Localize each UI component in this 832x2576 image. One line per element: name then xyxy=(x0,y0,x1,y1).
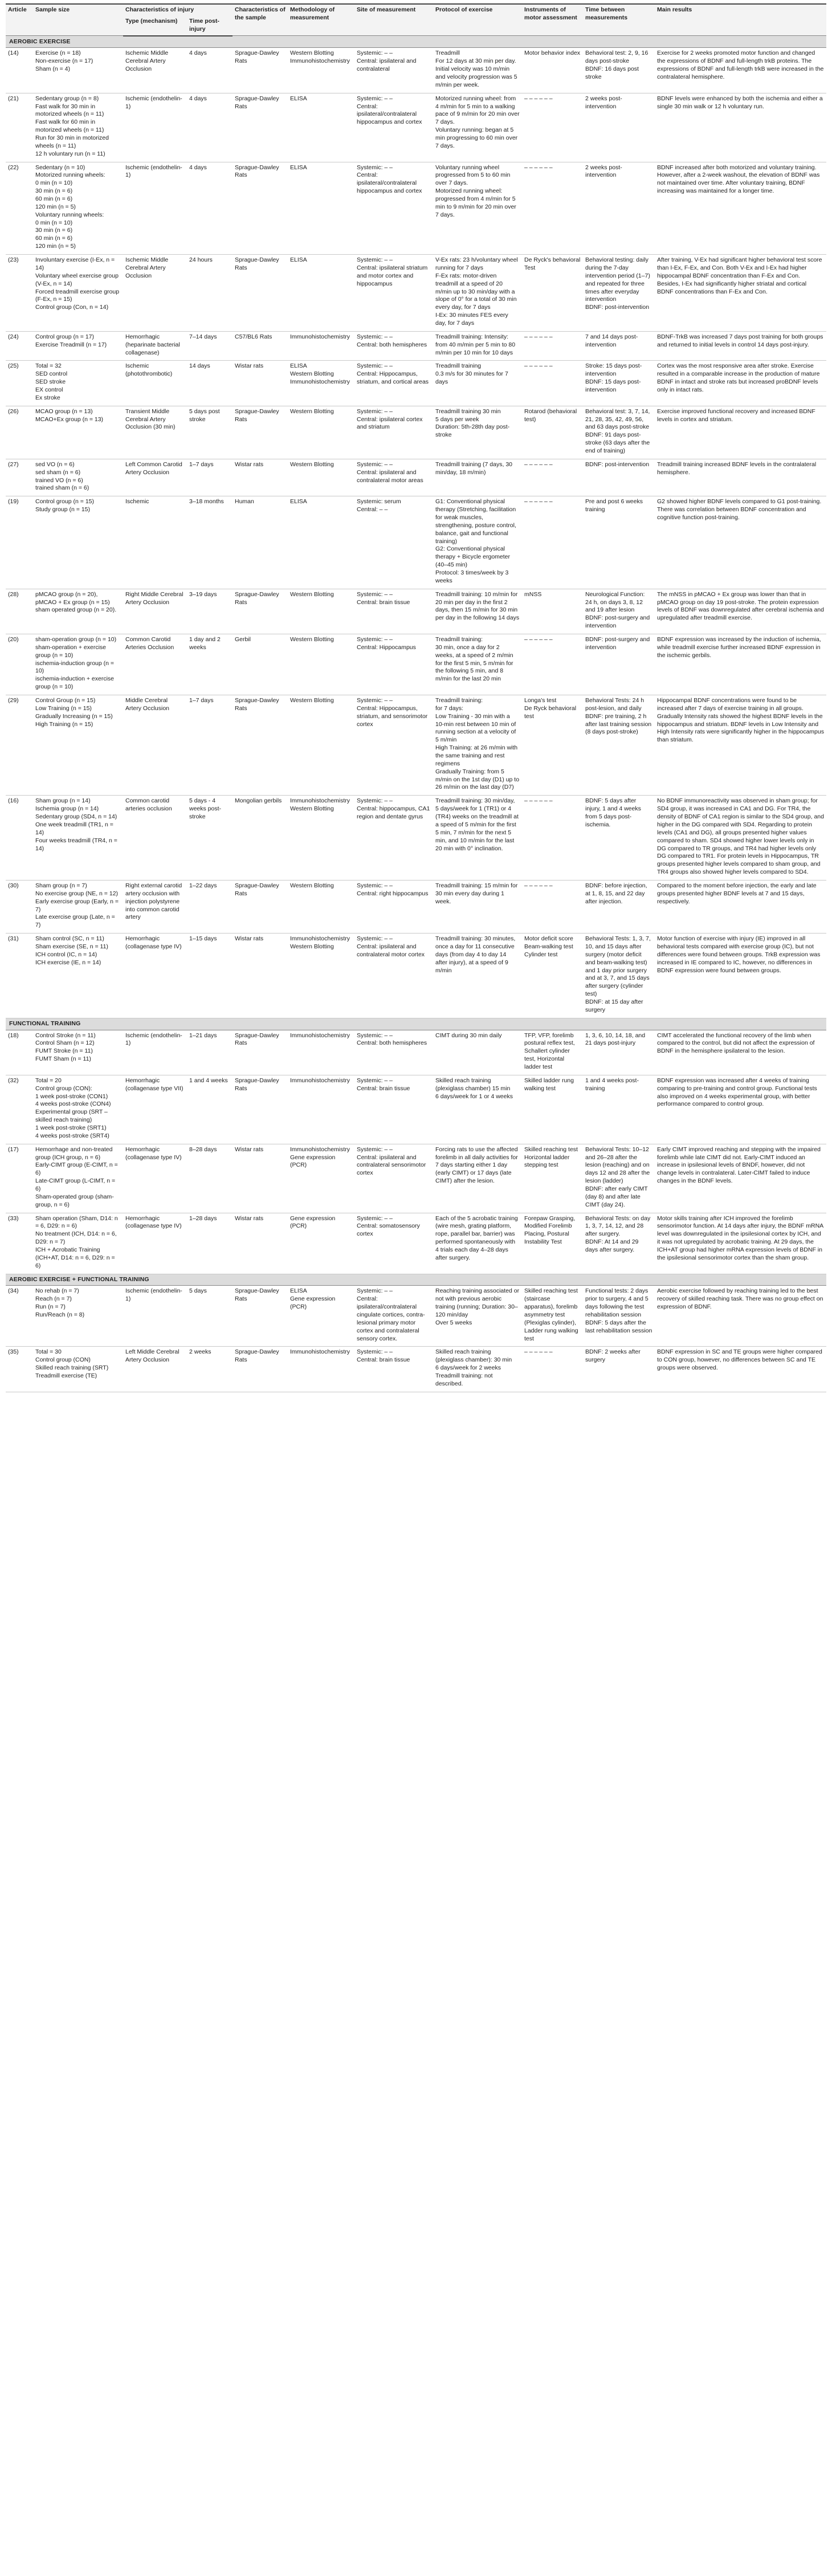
table-wrapper xyxy=(6,3,826,1392)
cell-site: Systemic: – – Central: ipsilateral cortex and striatum xyxy=(354,406,433,459)
table-row xyxy=(6,796,826,881)
cell-time-post-injury: 14 days xyxy=(187,361,233,406)
cell-time-between: Behavioral Tests: 1, 3, 7, 10, and 15 days after surgery (motor deficit and beam-walking test) and 1 day prior surgery and at 3, 7, and 15 days after surgery (cylinder test) BDNF: at 15 day after surgery xyxy=(583,934,655,1018)
cell-sample-characteristics: Sprague-Dawley Rats xyxy=(233,48,288,93)
cell-site: Systemic: – – Central: right hippocampus xyxy=(354,880,433,933)
cell-protocol: Treadmill training: 10 m/min for 20 min per day in the first 2 days, then 15 m/min for 30 min per day in the following 14 days xyxy=(433,589,522,634)
cell-injury-type: Right external carotid artery occlusion with injection polystyrene into common carotid artery xyxy=(123,880,187,933)
cell-article: (31) xyxy=(6,934,33,1018)
cell-methodology: Western Blotting xyxy=(288,589,354,634)
cell-main-results: BDNF-TrkB was increased 7 days post training for both groups and returned to initial levels in control 14 days post-injury. xyxy=(655,331,826,361)
cell-time-post-injury: 1–7 days xyxy=(187,459,233,496)
cell-sample-characteristics: Sprague-Dawley Rats xyxy=(233,1347,288,1392)
cell-article: (22) xyxy=(6,162,33,254)
cell-site: Systemic: – – Central: both hemispheres xyxy=(354,1030,433,1075)
cell-instruments: – – – – – – xyxy=(522,459,583,496)
cell-time-between: Behavioral testing: daily during the 7-day intervention period (1–7) and repeated for three times after everyday intervention BDNF: post-intervention xyxy=(583,255,655,332)
cell-time-between: Behavioral Tests: on day 1, 3, 7, 14, 12, and 28 after surgery. BDNF: At 14 and 29 days after surgery. xyxy=(583,1213,655,1274)
cell-instruments: – – – – – – xyxy=(522,496,583,589)
table-row xyxy=(6,1144,826,1213)
cell-sample-characteristics: Sprague-Dawley Rats xyxy=(233,406,288,459)
cell-injury-type: Common Carotid Arteries Occlusion xyxy=(123,634,187,695)
header-injury: Characteristics of injury xyxy=(123,4,233,16)
cell-protocol: Treadmill training: 30 min, once a day for 2 weeks, at a speed of 2 m/min for the first 5 min, 5 m/min for the following 5 min, and 8 m/min for the last 20 min xyxy=(433,634,522,695)
cell-instruments: – – – – – – xyxy=(522,880,583,933)
cell-site: Systemic: – – Central: ipsilateral striatum and motor cortex and hippocampus xyxy=(354,255,433,332)
cell-methodology: ELISA xyxy=(288,255,354,332)
cell-methodology: Western Blotting xyxy=(288,880,354,933)
cell-instruments: Skilled reaching test (staircase apparatus), forelimb asymmetry test (Plexiglas cylinder), Ladder rung walking test xyxy=(522,1286,583,1347)
cell-site: Systemic: – – Central: ipsilateral/contralateral hippocampus and cortex xyxy=(354,162,433,254)
cell-sample-characteristics: Sprague-Dawley Rats xyxy=(233,255,288,332)
cell-injury-type: Hemorrhagic (heparinate bacterial collagenase) xyxy=(123,331,187,361)
table-row xyxy=(6,589,826,634)
cell-time-between: Behavioral test: 3, 7, 14, 21, 28, 35, 42, 49, 56, and 63 days post-stroke BDNF: 91 days post-stroke (63 days after the end of training) xyxy=(583,406,655,459)
cell-sample-size: Total = 20 Control group (CON): 1 week post-stroke (CON1) 4 weeks post-stroke (CON4) Experimental group (SRT – skilled reach training) 1 week post-stroke (SRT1) 4 weeks post-stroke (SRT4) xyxy=(33,1075,123,1144)
cell-methodology: Immunohistochemistry Western Blotting xyxy=(288,934,354,1018)
cell-article: (18) xyxy=(6,1030,33,1075)
cell-article: (25) xyxy=(6,361,33,406)
cell-main-results: Early CIMT improved reaching and stepping with the impaired forelimb while late CIMT did not. Early-CIMT induced an increase in ipsilesional levels of BNDF, however, did not change levels in contralateral. Later-CIMT failed to induce changes in the BDNF levels. xyxy=(655,1144,826,1213)
cell-protocol: Treadmill training (7 days, 30 min/day, 18 m/min) xyxy=(433,459,522,496)
cell-main-results: Aerobic exercise followed by reaching training led to the best recovery of skilled reaching task. There was no group effect on expression of BDNF. xyxy=(655,1286,826,1347)
table-row xyxy=(6,459,826,496)
cell-time-post-injury: 3–18 months xyxy=(187,496,233,589)
cell-article: (23) xyxy=(6,255,33,332)
cell-instruments: Skilled ladder rung walking test xyxy=(522,1075,583,1144)
cell-article: (35) xyxy=(6,1347,33,1392)
cell-article: (29) xyxy=(6,695,33,796)
cell-injury-type: Ischemic Middle Cerebral Artery Occlusion xyxy=(123,48,187,93)
cell-injury-type: Hemorrhagic (collagenase type VII) xyxy=(123,1075,187,1144)
cell-sample-characteristics: Sprague-Dawley Rats xyxy=(233,880,288,933)
cell-instruments: TFP, VFP, forelimb postural reflex test, Schallert cylinder test, Horizontal ladder test xyxy=(522,1030,583,1075)
table-row xyxy=(6,496,826,589)
cell-methodology: Immunohistochemistry xyxy=(288,1030,354,1075)
table-row xyxy=(6,1030,826,1075)
cell-main-results: Motor skills training after ICH improved the forelimb sensorimotor function. At 14 days after injury, the BDNF mRNA level was downregulated in the ipsilesional cortex by ICH, and it was not upregulated by acrobatic training. At 29 days, the ICH+AT group had higher mRNA expression levels of BDNF in the ipsilesional sensorimotor cortex than the sham group. xyxy=(655,1213,826,1274)
cell-main-results: No BDNF immunoreactivity was observed in sham group; for SD4 group, it was increased in CA1 and DG. For TR4, the density of BDNF of CA1 region is similar to the SD4 group, and higher in the DG compared with SD4. Regarding to protein levels (CA1 and DG), all groups presented higher values compared to sham. SD4 showed higher lower levels only in DG compared to TR groups, and TR4 had higher levels only DG compared to TR1. For protein levels in Hippocampus, TR groups presented higher levels compared to sham group, and TR4 groups also showed higher levels compared to SD4. xyxy=(655,796,826,881)
cell-time-post-injury: 4 days xyxy=(187,162,233,254)
cell-site: Systemic: – – Central: ipsilateral and contralateral xyxy=(354,48,433,93)
cell-sample-characteristics: Wistar rats xyxy=(233,459,288,496)
cell-sample-characteristics: Gerbil xyxy=(233,634,288,695)
cell-main-results: BDNF expression in SC and TE groups were higher compared to CON group, however, no differences between SC and TE groups were observed. xyxy=(655,1347,826,1392)
header-time: Time post-injury xyxy=(187,16,233,36)
cell-protocol: Skilled reach training (plexiglass chamber) 15 min 6 days/week for 1 or 4 weeks xyxy=(433,1075,522,1144)
cell-injury-type: Middle Cerebral Artery Occlusion xyxy=(123,695,187,796)
cell-sample-characteristics: Sprague-Dawley Rats xyxy=(233,1030,288,1075)
cell-article: (26) xyxy=(6,406,33,459)
cell-instruments: mNSS xyxy=(522,589,583,634)
cell-article: (20) xyxy=(6,634,33,695)
table-body xyxy=(6,36,826,1392)
cell-article: (19) xyxy=(6,496,33,589)
cell-time-post-injury: 4 days xyxy=(187,48,233,93)
cell-sample-size: Involuntary exercise (I-Ex, n = 14) Voluntary wheel exercise group (V-Ex, n = 14) Forced treadmill exercise group (F-Ex, n = 15) Control group (Con, n = 14) xyxy=(33,255,123,332)
cell-article: (34) xyxy=(6,1286,33,1347)
cell-main-results: Compared to the moment before injection, the early and late groups presented higher BDNF levels at 7 and 15 days, respectively. xyxy=(655,880,826,933)
cell-sample-characteristics: Sprague-Dawley Rats xyxy=(233,695,288,796)
cell-time-between: Behavioral test: 2, 9, 16 days post-stroke BDNF: 16 days post stroke xyxy=(583,48,655,93)
cell-time-between: Functional tests: 2 days prior to surgery, 4 and 5 days following the test rehabilitation session BDNF: 5 days after the last rehabilitation session xyxy=(583,1286,655,1347)
cell-injury-type: Ischemic (endothelin-1) xyxy=(123,93,187,162)
cell-methodology: Western Blotting xyxy=(288,695,354,796)
cell-protocol: Treadmill training: 15 m/min for 30 min every day during 1 week. xyxy=(433,880,522,933)
cell-main-results: CIMT accelerated the functional recovery of the limb when compared to the control, but did not affect the expression of BDNF in the hemisphere ipsilateral to the lesion. xyxy=(655,1030,826,1075)
header-site: Site of measurement xyxy=(354,4,433,36)
cell-injury-type: Ischemic xyxy=(123,496,187,589)
cell-sample-size: Control group (n = 15) Study group (n = 15) xyxy=(33,496,123,589)
section-title: FUNCTIONAL TRAINING xyxy=(6,1018,826,1030)
cell-site: Systemic: – – Central: hippocampus, CA1 region and dentate gyrus xyxy=(354,796,433,881)
section-row xyxy=(6,36,826,48)
cell-protocol: Treadmill training: for 7 days: Low Training - 30 min with a 10-min rest between 10 min of running section at a velocity of 5 m/min High Training: at 26 m/min with the same training and rest regimens Gradually Training: from 5 m/min on the 1st day (D1) up to 26 m/min on the last day (D7) xyxy=(433,695,522,796)
cell-article: (30) xyxy=(6,880,33,933)
cell-sample-size: Sham control (SC, n = 11) Sham exercise (SE, n = 11) ICH control (IC, n = 14) ICH exercise (IE, n = 14) xyxy=(33,934,123,1018)
cell-main-results: Exercise for 2 weeks promoted motor function and changed the expressions of BDNF and full-length trkB proteins. The expressions of BDNF and full-length trkB were increased in the contralateral hemisphere. xyxy=(655,48,826,93)
table-row xyxy=(6,1347,826,1392)
cell-article: (27) xyxy=(6,459,33,496)
cell-protocol: Treadmill For 12 days at 30 min per day. Initial velocity was 10 m/min and velocity progression was 5 m/min per week. xyxy=(433,48,522,93)
cell-sample-size: sed VO (n = 6) sed sham (n = 6) trained VO (n = 6) trained sham (n = 6) xyxy=(33,459,123,496)
cell-protocol: Each of the 5 acrobatic training (wire mesh, grating platform, rope, parallel bar, barrier) was performed spontaneously with 4 trials each day 4–28 days after surgery. xyxy=(433,1213,522,1274)
cell-article: (21) xyxy=(6,93,33,162)
cell-methodology: ELISA xyxy=(288,93,354,162)
table-row xyxy=(6,48,826,93)
cell-instruments: – – – – – – xyxy=(522,361,583,406)
cell-protocol: Skilled reach training (plexiglass chamber): 30 min 6 days/week for 2 weeks Treadmill training: not described. xyxy=(433,1347,522,1392)
cell-methodology: Immunohistochemistry xyxy=(288,331,354,361)
cell-main-results: Exercise improved functional recovery and increased BDNF levels in cortex and striatum. xyxy=(655,406,826,459)
header-protocol: Protocol of exercise xyxy=(433,4,522,36)
cell-methodology: Immunohistochemistry xyxy=(288,1347,354,1392)
cell-instruments: – – – – – – xyxy=(522,1347,583,1392)
cell-sample-characteristics: Sprague-Dawley Rats xyxy=(233,589,288,634)
cell-sample-size: Total = 32 SED control SED stroke EX control Ex stroke xyxy=(33,361,123,406)
cell-sample-characteristics: Human xyxy=(233,496,288,589)
cell-time-post-injury: 1–28 days xyxy=(187,1213,233,1274)
cell-sample-size: No rehab (n = 7) Reach (n = 7) Run (n = 7) Run/Reach (n = 8) xyxy=(33,1286,123,1347)
cell-protocol: Forcing rats to use the affected forelimb in all daily activities for 7 days starting either 1 day (early CIMT) or 17 days (late CIMT) after the lesion. xyxy=(433,1144,522,1213)
cell-main-results: BDNF expression was increased by the induction of ischemia, while treadmill exercise further increased BDNF expression in the ischemic gerbils. xyxy=(655,634,826,695)
cell-sample-size: sham-operation group (n = 10) sham-operation + exercise group (n = 10) ischemia-induction group (n = 10) ischemia-induction + exercise group (n = 10) xyxy=(33,634,123,695)
section-title: AEROBIC EXERCISE xyxy=(6,36,826,48)
cell-time-between: Neurological Function: 24 h, on days 3, 8, 12 and 19 after lesion BDNF: post-surgery and intervention xyxy=(583,589,655,634)
cell-sample-characteristics: Sprague-Dawley Rats xyxy=(233,1075,288,1144)
cell-main-results: Cortex was the most responsive area after stroke. Exercise resulted in a comparable increase in the production of mature BDNF in intact and stroke rats but increased proBDNF levels only in intact rats. xyxy=(655,361,826,406)
table-row xyxy=(6,934,826,1018)
cell-site: Systemic: – – Central: somatosensory cortex xyxy=(354,1213,433,1274)
cell-methodology: Immunohistochemistry Gene expression (PCR) xyxy=(288,1144,354,1213)
cell-injury-type: Right Middle Cerebral Artery Occlusion xyxy=(123,589,187,634)
table-row xyxy=(6,162,826,254)
cell-article: (14) xyxy=(6,48,33,93)
cell-site: Systemic: – – Central: Hippocampus, striatum, and sensorimotor cortex xyxy=(354,695,433,796)
cell-main-results: Treadmill training increased BDNF levels in the contralateral hemisphere. xyxy=(655,459,826,496)
cell-sample-size: Sedentary group (n = 8) Fast walk for 30 min in motorized wheels (n = 11) Fast walk for 60 min in motorized wheels (n = 11) Run for 30 min in motorized wheels (n = 11) 12 h voluntary run (n = 11) xyxy=(33,93,123,162)
cell-instruments: – – – – – – xyxy=(522,93,583,162)
table-row xyxy=(6,1286,826,1347)
cell-time-between: BDNF: 5 days after injury, 1 and 4 weeks from 5 days post-ischemia. xyxy=(583,796,655,881)
cell-injury-type: Left Middle Cerebral Artery Occlusion xyxy=(123,1347,187,1392)
cell-time-between: Behavioral Tests: 10–12 and 26–28 after the lesion (reaching) and on days 12 and 28 after the lesion (ladder) BDNF: after early CIMT (day 8) and after late CIMT (day 24). xyxy=(583,1144,655,1213)
cell-time-post-injury: 3–19 days xyxy=(187,589,233,634)
cell-main-results: After training, V-Ex had significant higher behavioral test score than I-Ex, F-Ex, and Con. Both V-Ex and I-Ex had higher hippocampal BDNF concentration than F-Ex and Con. Besides, I-Ex had significantly higher striatal and cortical BDNF concentrations than F-Ex and Con. xyxy=(655,255,826,332)
cell-protocol: V-Ex rats: 23 h/voluntary wheel running for 7 days F-Ex rats: motor-driven treadmill at a speed of 20 m/min up to 30 min/day with a slope of 0° for a total of 30 min every day, for 7 days I-Ex: 30 minutes FES every day, for 7 days xyxy=(433,255,522,332)
cell-methodology: Immunohistochemistry xyxy=(288,1075,354,1144)
cell-injury-type: Left Common Carotid Artery Occlusion xyxy=(123,459,187,496)
cell-injury-type: Hemorrhagic (collagenase type IV) xyxy=(123,1213,187,1274)
section-row xyxy=(6,1018,826,1030)
cell-instruments: – – – – – – xyxy=(522,796,583,881)
cell-injury-type: Ischemic (photothrombotic) xyxy=(123,361,187,406)
cell-methodology: Western Blotting xyxy=(288,634,354,695)
cell-time-post-injury: 1–21 days xyxy=(187,1030,233,1075)
cell-methodology: Western Blotting xyxy=(288,459,354,496)
cell-time-between: Stroke: 15 days post-intervention BDNF: 15 days post-intervention xyxy=(583,361,655,406)
cell-site: Systemic: – – Central: both hemispheres xyxy=(354,331,433,361)
cell-site: Systemic: – – Central: brain tissue xyxy=(354,1075,433,1144)
table-row xyxy=(6,880,826,933)
cell-sample-size: Control Group (n = 15) Low Training (n = 15) Gradually Increasing (n = 15) High Training (n = 15) xyxy=(33,695,123,796)
cell-sample-size: pMCAO group (n = 20), pMCAO + Ex group (n = 15) sham operated group (n = 20). xyxy=(33,589,123,634)
cell-article: (16) xyxy=(6,796,33,881)
cell-instruments: – – – – – – xyxy=(522,331,583,361)
cell-sample-size: Sham group (n = 14) Ischemia group (n = 14) Sedentary group (SD4, n = 14) One week treadmill (TR1, n = 14) Four weeks treadmill (TR4, n = 14) xyxy=(33,796,123,881)
cell-time-post-injury: 7–14 days xyxy=(187,331,233,361)
cell-article: (28) xyxy=(6,589,33,634)
cell-time-between: BDNF: 2 weeks after surgery xyxy=(583,1347,655,1392)
cell-sample-size: MCAO group (n = 13) MCAO+Ex group (n = 13) xyxy=(33,406,123,459)
header-results: Main results xyxy=(655,4,826,36)
cell-time-between: 1 and 4 weeks post-training xyxy=(583,1075,655,1144)
cell-protocol: Treadmill training 30 min 5 days per week Duration: 5th-28th day post-stroke xyxy=(433,406,522,459)
cell-main-results: The mNSS in pMCAO + Ex group was lower than that in pMCAO group on day 19 post-stroke. The protein expression levels of BDNF was downregulated after cerebral ischemia and upregulated after treadmill exercise. xyxy=(655,589,826,634)
table-row xyxy=(6,634,826,695)
cell-site: Systemic: – – Central: ipsilateral and contralateral motor areas xyxy=(354,459,433,496)
cell-site: Systemic: – – Central: ipsilateral and contralateral sensorimotor cortex xyxy=(354,1144,433,1213)
table-row xyxy=(6,1213,826,1274)
header-methodology: Methodology of measurement xyxy=(288,4,354,36)
header-instruments: Instruments of motor assessment xyxy=(522,4,583,36)
cell-injury-type: Hemorrhagic (collagenase type IV) xyxy=(123,1144,187,1213)
section-row xyxy=(6,1274,826,1286)
cell-protocol: Voluntary running wheel progressed from 5 to 60 min over 7 days. Motorized running wheel: progressed from 4 m/min for 5 min to 9 m/min for 20 min over 7 days. xyxy=(433,162,522,254)
cell-injury-type: Ischemic (endothelin-1) xyxy=(123,1030,187,1075)
cell-instruments: Longa's test De Ryck behavioral test xyxy=(522,695,583,796)
cell-time-between: 7 and 14 days post-intervention xyxy=(583,331,655,361)
cell-protocol: CIMT during 30 min daily xyxy=(433,1030,522,1075)
cell-instruments: Motor behavior index xyxy=(522,48,583,93)
cell-time-between: Pre and post 6 weeks training xyxy=(583,496,655,589)
cell-sample-size: Sedentary (n = 10) Motorized running wheels: 0 min (n = 10) 30 min (n = 6) 60 min (n = 6) 120 min (n = 5) Voluntary running wheels: 0 min (n = 10) 30 min (n = 6) 60 min (n = 6) 120 min (n = 5) xyxy=(33,162,123,254)
studies-table xyxy=(6,3,826,1392)
table-row xyxy=(6,406,826,459)
cell-sample-characteristics: Wistar rats xyxy=(233,361,288,406)
cell-injury-type: Transient Middle Cerebral Artery Occlusion (30 min) xyxy=(123,406,187,459)
cell-time-post-injury: 1–15 days xyxy=(187,934,233,1018)
cell-time-post-injury: 2 weeks xyxy=(187,1347,233,1392)
cell-methodology: ELISA xyxy=(288,162,354,254)
cell-time-post-injury: 1 day and 2 weeks xyxy=(187,634,233,695)
cell-time-post-injury: 1–22 days xyxy=(187,880,233,933)
cell-methodology: ELISA Gene expression (PCR) xyxy=(288,1286,354,1347)
cell-article: (33) xyxy=(6,1213,33,1274)
table-row xyxy=(6,695,826,796)
header-type: Type (mechanism) xyxy=(123,16,187,36)
cell-protocol: Reaching training associated or not with previous aerobic training (running; Duration: 30–120 min/day Over 5 weeks xyxy=(433,1286,522,1347)
cell-site: Systemic: – – Central: Hippocampus, striatum, and cortical areas xyxy=(354,361,433,406)
cell-protocol: Motorized running wheel: from 4 m/min for 5 min to a walking pace of 9 m/min for 20 min over 7 days. Voluntary running: began at 5 min progressing to 60 min over 7 days. xyxy=(433,93,522,162)
cell-article: (24) xyxy=(6,331,33,361)
cell-injury-type: Hemorrhagic (collagenase type IV) xyxy=(123,934,187,1018)
cell-sample-characteristics: Sprague-Dawley Rats xyxy=(233,1286,288,1347)
cell-sample-size: Control group (n = 17) Exercise Treadmill (n = 17) xyxy=(33,331,123,361)
cell-instruments: Skilled reaching test Horizontal ladder stepping test xyxy=(522,1144,583,1213)
cell-methodology: Gene expression (PCR) xyxy=(288,1213,354,1274)
cell-site: Systemic: – – Central: Hippocampus xyxy=(354,634,433,695)
cell-main-results: Motor function of exercise with injury (IE) improved in all behavioral tests compared with exercise group (IC), but not differences were found between groups. TrkB expression was increased in IE compared to IC, however, no differences in BDNF expression were found between groups. xyxy=(655,934,826,1018)
cell-site: Systemic: – – Central: brain tissue xyxy=(354,1347,433,1392)
cell-protocol: Treadmill training 0.3 m/s for 30 minutes for 7 days xyxy=(433,361,522,406)
cell-sample-characteristics: Sprague-Dawley Rats xyxy=(233,162,288,254)
cell-main-results: BDNF increased after both motorized and voluntary training. However, after a 2-week washout, the elevation of BDNF was not maintained over time. After voluntary training, BDNF increasing was maintained for a longer time. xyxy=(655,162,826,254)
cell-injury-type: Ischemic (endothelin-1) xyxy=(123,162,187,254)
cell-site: Systemic: – – Central: ipsilateral and contralateral motor cortex xyxy=(354,934,433,1018)
cell-time-post-injury: 1 and 4 weeks xyxy=(187,1075,233,1144)
cell-time-between: 1, 3, 6, 10, 14, 18, and 21 days post-injury xyxy=(583,1030,655,1075)
header-sample-characteristics: Characteristics of the sample xyxy=(233,4,288,36)
cell-methodology: Immunohistochemistry Western Blotting xyxy=(288,796,354,881)
cell-methodology: ELISA Western Blotting Immunohistochemistry xyxy=(288,361,354,406)
table-row xyxy=(6,255,826,332)
cell-instruments: Forepaw Grasping, Modified Forelimb Placing, Postural Instability Test xyxy=(522,1213,583,1274)
cell-sample-characteristics: Wistar rats xyxy=(233,1144,288,1213)
cell-time-between: BDNF: before injection, at 1, 8, 15, and 22 day after injection. xyxy=(583,880,655,933)
cell-time-post-injury: 5 days - 4 weeks post-stroke xyxy=(187,796,233,881)
cell-time-between: 2 weeks post-intervention xyxy=(583,93,655,162)
table-row xyxy=(6,93,826,162)
cell-protocol: Treadmill training: Intensity: from 40 m/min per 5 min to 80 m/min per 10 min for 10 days xyxy=(433,331,522,361)
cell-injury-type: Common carotid arteries occlusion xyxy=(123,796,187,881)
header-article: Article xyxy=(6,4,33,36)
section-title: AEROBIC EXERCISE + FUNCTIONAL TRAINING xyxy=(6,1274,826,1286)
cell-protocol: Treadmill training: 30 minutes, once a day for 11 consecutive days (from day 4 to day 14 after injury), at a speed of 9 m/min xyxy=(433,934,522,1018)
cell-sample-characteristics: Wistar rats xyxy=(233,1213,288,1274)
cell-sample-size: Sham operation (Sham, D14: n = 6, D29: n = 6) No treatment (ICH, D14: n = 6, D29: n = 7) ICH + Acrobatic Training (ICH+AT, D14: n = 6, D29: n = 6) xyxy=(33,1213,123,1274)
cell-article: (32) xyxy=(6,1075,33,1144)
cell-instruments: Motor deficit score Beam-walking test Cylinder test xyxy=(522,934,583,1018)
table-row xyxy=(6,331,826,361)
cell-main-results: G2 showed higher BDNF levels compared to G1 post-training. There was correlation between BDNF concentration and cognitive function post-training. xyxy=(655,496,826,589)
cell-main-results: BDNF levels were enhanced by both the ischemia and either a single 30 min walk or 12 h voluntary run. xyxy=(655,93,826,162)
cell-sample-characteristics: Sprague-Dawley Rats xyxy=(233,93,288,162)
cell-instruments: De Ryck's behavioral Test xyxy=(522,255,583,332)
cell-time-post-injury: 8–28 days xyxy=(187,1144,233,1213)
cell-sample-size: Exercise (n = 18) Non-exercise (n = 17) Sham (n = 4) xyxy=(33,48,123,93)
cell-methodology: Western Blotting Immunohistochemistry xyxy=(288,48,354,93)
cell-protocol: G1: Conventional physical therapy (Stretching, facilitation for weak muscles, strengthening, posture control, balance, gait and functional training) G2: Conventional physical therapy + Bicycle ergometer (40–45 min) Protocol: 3 times/week by 3 weeks xyxy=(433,496,522,589)
header-time-between: Time between measurements xyxy=(583,4,655,36)
table-header xyxy=(6,4,826,36)
cell-article: (17) xyxy=(6,1144,33,1213)
cell-sample-characteristics: Wistar rats xyxy=(233,934,288,1018)
cell-main-results: Hippocampal BDNF concentrations were found to be increased after 7 days of exercise training in all groups. Gradually Intensity rats showed the highest BDNF levels in the hippocampus and striatum. BDNF levels in Low Intensity and High Intensity rats were significantly higher in the hippocampus than striatum. xyxy=(655,695,826,796)
cell-time-post-injury: 24 hours xyxy=(187,255,233,332)
cell-instruments: – – – – – – xyxy=(522,634,583,695)
cell-time-between: 2 weeks post-intervention xyxy=(583,162,655,254)
cell-site: Systemic: – – Central: ipsilateral/contralateral hippocampus and cortex xyxy=(354,93,433,162)
cell-methodology: Western Blotting xyxy=(288,406,354,459)
cell-sample-characteristics: C57/BL6 Rats xyxy=(233,331,288,361)
cell-site: Systemic: – – Central: ipsilateral/contralateral cingulate cortices, contra-lesional primary motor cortex and contralateral sensory cortex. xyxy=(354,1286,433,1347)
cell-methodology: ELISA xyxy=(288,496,354,589)
cell-time-post-injury: 4 days xyxy=(187,93,233,162)
cell-sample-characteristics: Mongolian gerbils xyxy=(233,796,288,881)
cell-site: Systemic: – – Central: brain tissue xyxy=(354,589,433,634)
cell-time-between: Behavioral Tests: 24 h post-lesion, and daily BDNF: pre training, 2 h after last training session (8 days post-stroke) xyxy=(583,695,655,796)
cell-time-between: BDNF: post-intervention xyxy=(583,459,655,496)
cell-injury-type: Ischemic (endothelin-1) xyxy=(123,1286,187,1347)
cell-injury-type: Ischemic Middle Cerebral Artery Occlusion xyxy=(123,255,187,332)
header-sample-size: Sample size xyxy=(33,4,123,36)
cell-sample-size: Control Stroke (n = 11) Control Sham (n = 12) FUMT Stroke (n = 11) FUMT Sham (n = 11) xyxy=(33,1030,123,1075)
cell-time-between: BDNF: post-surgery and intervention xyxy=(583,634,655,695)
cell-sample-size: Total = 30 Control group (CON) Skilled reach training (SRT) Treadmill exercise (TE) xyxy=(33,1347,123,1392)
cell-instruments: Rotarod (behavioral test) xyxy=(522,406,583,459)
table-row xyxy=(6,361,826,406)
cell-time-post-injury: 5 days post stroke xyxy=(187,406,233,459)
cell-site: Systemic: serum Central: – – xyxy=(354,496,433,589)
cell-time-post-injury: 5 days xyxy=(187,1286,233,1347)
table-row xyxy=(6,1075,826,1144)
cell-main-results: BDNF expression was increased after 4 weeks of training comparing to pre-training and control group. Functional tests also improved on 4 weeks experimental group, with better performance compared to control group. xyxy=(655,1075,826,1144)
cell-instruments: – – – – – – xyxy=(522,162,583,254)
cell-sample-size: Sham group (n = 7) No exercise group (NE, n = 12) Early exercise group (Early, n = 7) Late exercise group (Late, n = 7) xyxy=(33,880,123,933)
cell-time-post-injury: 1–7 days xyxy=(187,695,233,796)
cell-protocol: Treadmill training: 30 min/day, 5 days/week for 1 (TR1) or 4 (TR4) weeks on the treadmill at a speed of 5 m/min for the first 5 min, 7 m/min for the next 5 min, and 10 m/min for the last 20 min with 0° inclination. xyxy=(433,796,522,881)
cell-sample-size: Hemorrhage and non-treated group (ICH group, n = 6) Early-CIMT group (E-CIMT, n = 6) Late-CIMT group (L-CIMT, n = 6) Sham-operated group (sham-group, n = 6) xyxy=(33,1144,123,1213)
